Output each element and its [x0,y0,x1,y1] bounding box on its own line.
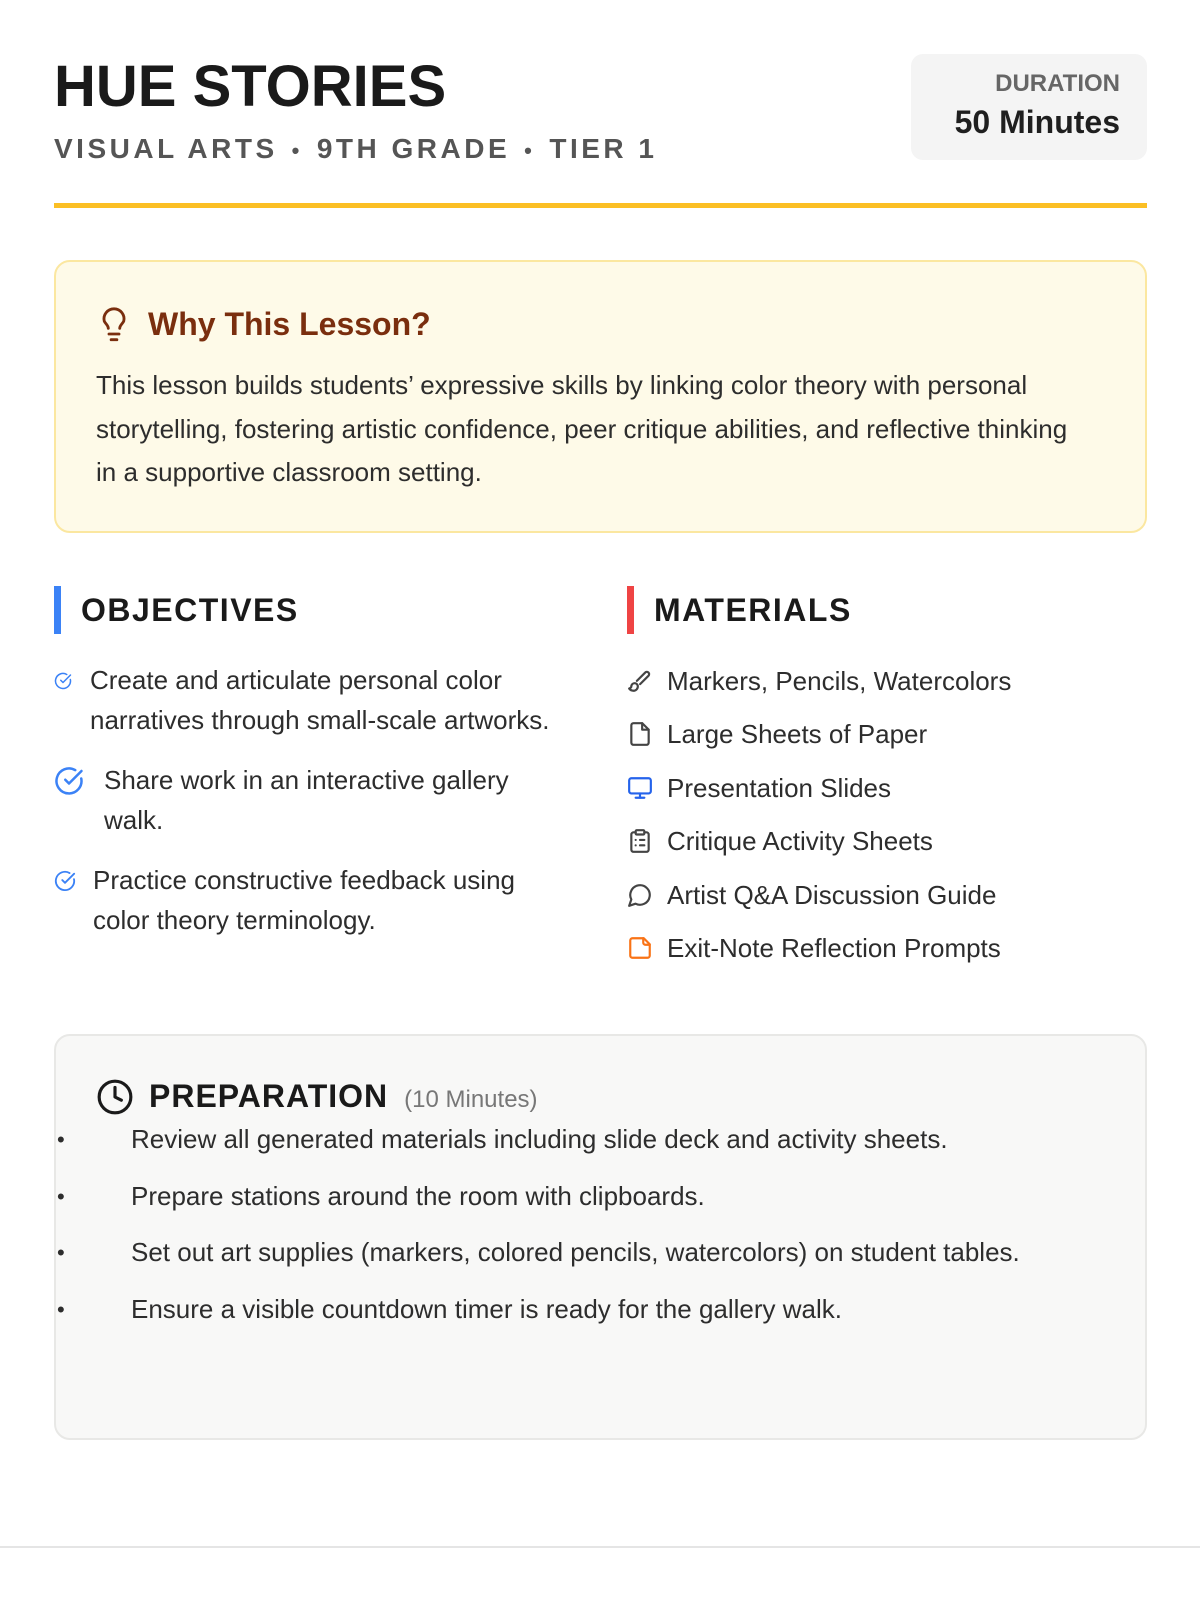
objective-text: Share work in an interactive gallery walk. [104,765,509,835]
material-label: Critique Activity Sheets [667,826,933,857]
monitor-icon [627,775,653,801]
preparation-item: • Review all generated materials including slide deck and activity sheets. [94,1118,1067,1161]
material-item [627,714,1147,754]
message-circle-icon [627,882,653,908]
material-item [627,768,1147,808]
brush-icon [627,668,653,694]
sticky-note-icon [627,935,653,961]
lesson-subtitle [54,131,657,169]
why-heading [96,304,431,344]
preparation-item: • Set out art supplies (markers, colored pencils, watercolors) on student tables. [94,1231,1067,1274]
preparation-duration: (10 Minutes) [404,1086,538,1113]
objective-item [54,860,574,940]
material-label: Artist Q&A Discussion Guide [667,879,997,910]
preparation-list [94,1118,1067,1344]
objectives-heading [54,586,299,634]
grade-label: 9TH GRADE [316,133,511,164]
preparation-item: • Prepare stations around the room with clipboards. [94,1175,1067,1218]
material-item [627,661,1147,701]
tier-label: TIER 1 [549,133,658,164]
clipboard-icon [627,828,653,854]
file-icon [627,721,653,747]
lesson-header [54,0,1147,208]
duration-value: 50 Minutes [954,104,1120,140]
check-circle-icon [54,870,76,892]
page-divider [0,1546,1200,1548]
material-label: Large Sheets of Paper [667,719,928,750]
preparation-item: • Ensure a visible countdown timer is ready for the gallery walk. [94,1288,1067,1331]
subtitle-separator: • [291,138,303,163]
subtitle-separator: • [524,138,536,163]
preparation-title: PREPARATION [149,1078,389,1114]
objective-item [54,660,574,740]
check-circle-icon [54,672,72,690]
check-circle-icon [54,766,84,796]
materials-list [627,661,1147,981]
material-item [627,875,1147,915]
duration-label: DURATION [995,70,1120,97]
material-label: Exit-Note Reflection Prompts [667,932,1001,963]
lesson-title: HUE STORIES [54,54,447,119]
material-item [627,928,1147,968]
objectives-list [54,660,574,960]
objective-text: Practice constructive feedback using color theory terminology. [93,865,515,935]
clock-icon [96,1078,134,1116]
materials-title: MATERIALS [654,591,852,628]
why-this-lesson-card [54,260,1147,533]
objective-text: Create and articulate personal color narratives through small-scale artworks. [90,665,550,735]
material-label: Markers, Pencils, Watercolors [667,666,1012,696]
lightbulb-icon [96,304,132,344]
duration-badge [911,54,1147,160]
why-title: Why This Lesson? [148,306,431,342]
preparation-heading [96,1078,538,1116]
objectives-title: OBJECTIVES [81,591,299,628]
material-item [627,821,1147,861]
subject-label: VISUAL ARTS [54,133,278,164]
why-text: This lesson builds students’ expressive skills by linking color theory with personal storytelling, fostering artistic confidence, peer critique abilities, and reflective thinking in a supportive classroom setting. [96,370,1068,487]
materials-heading [627,586,852,634]
objective-item [54,760,574,840]
material-label: Presentation Slides [667,772,892,803]
lesson-plan-page [54,0,1147,1324]
